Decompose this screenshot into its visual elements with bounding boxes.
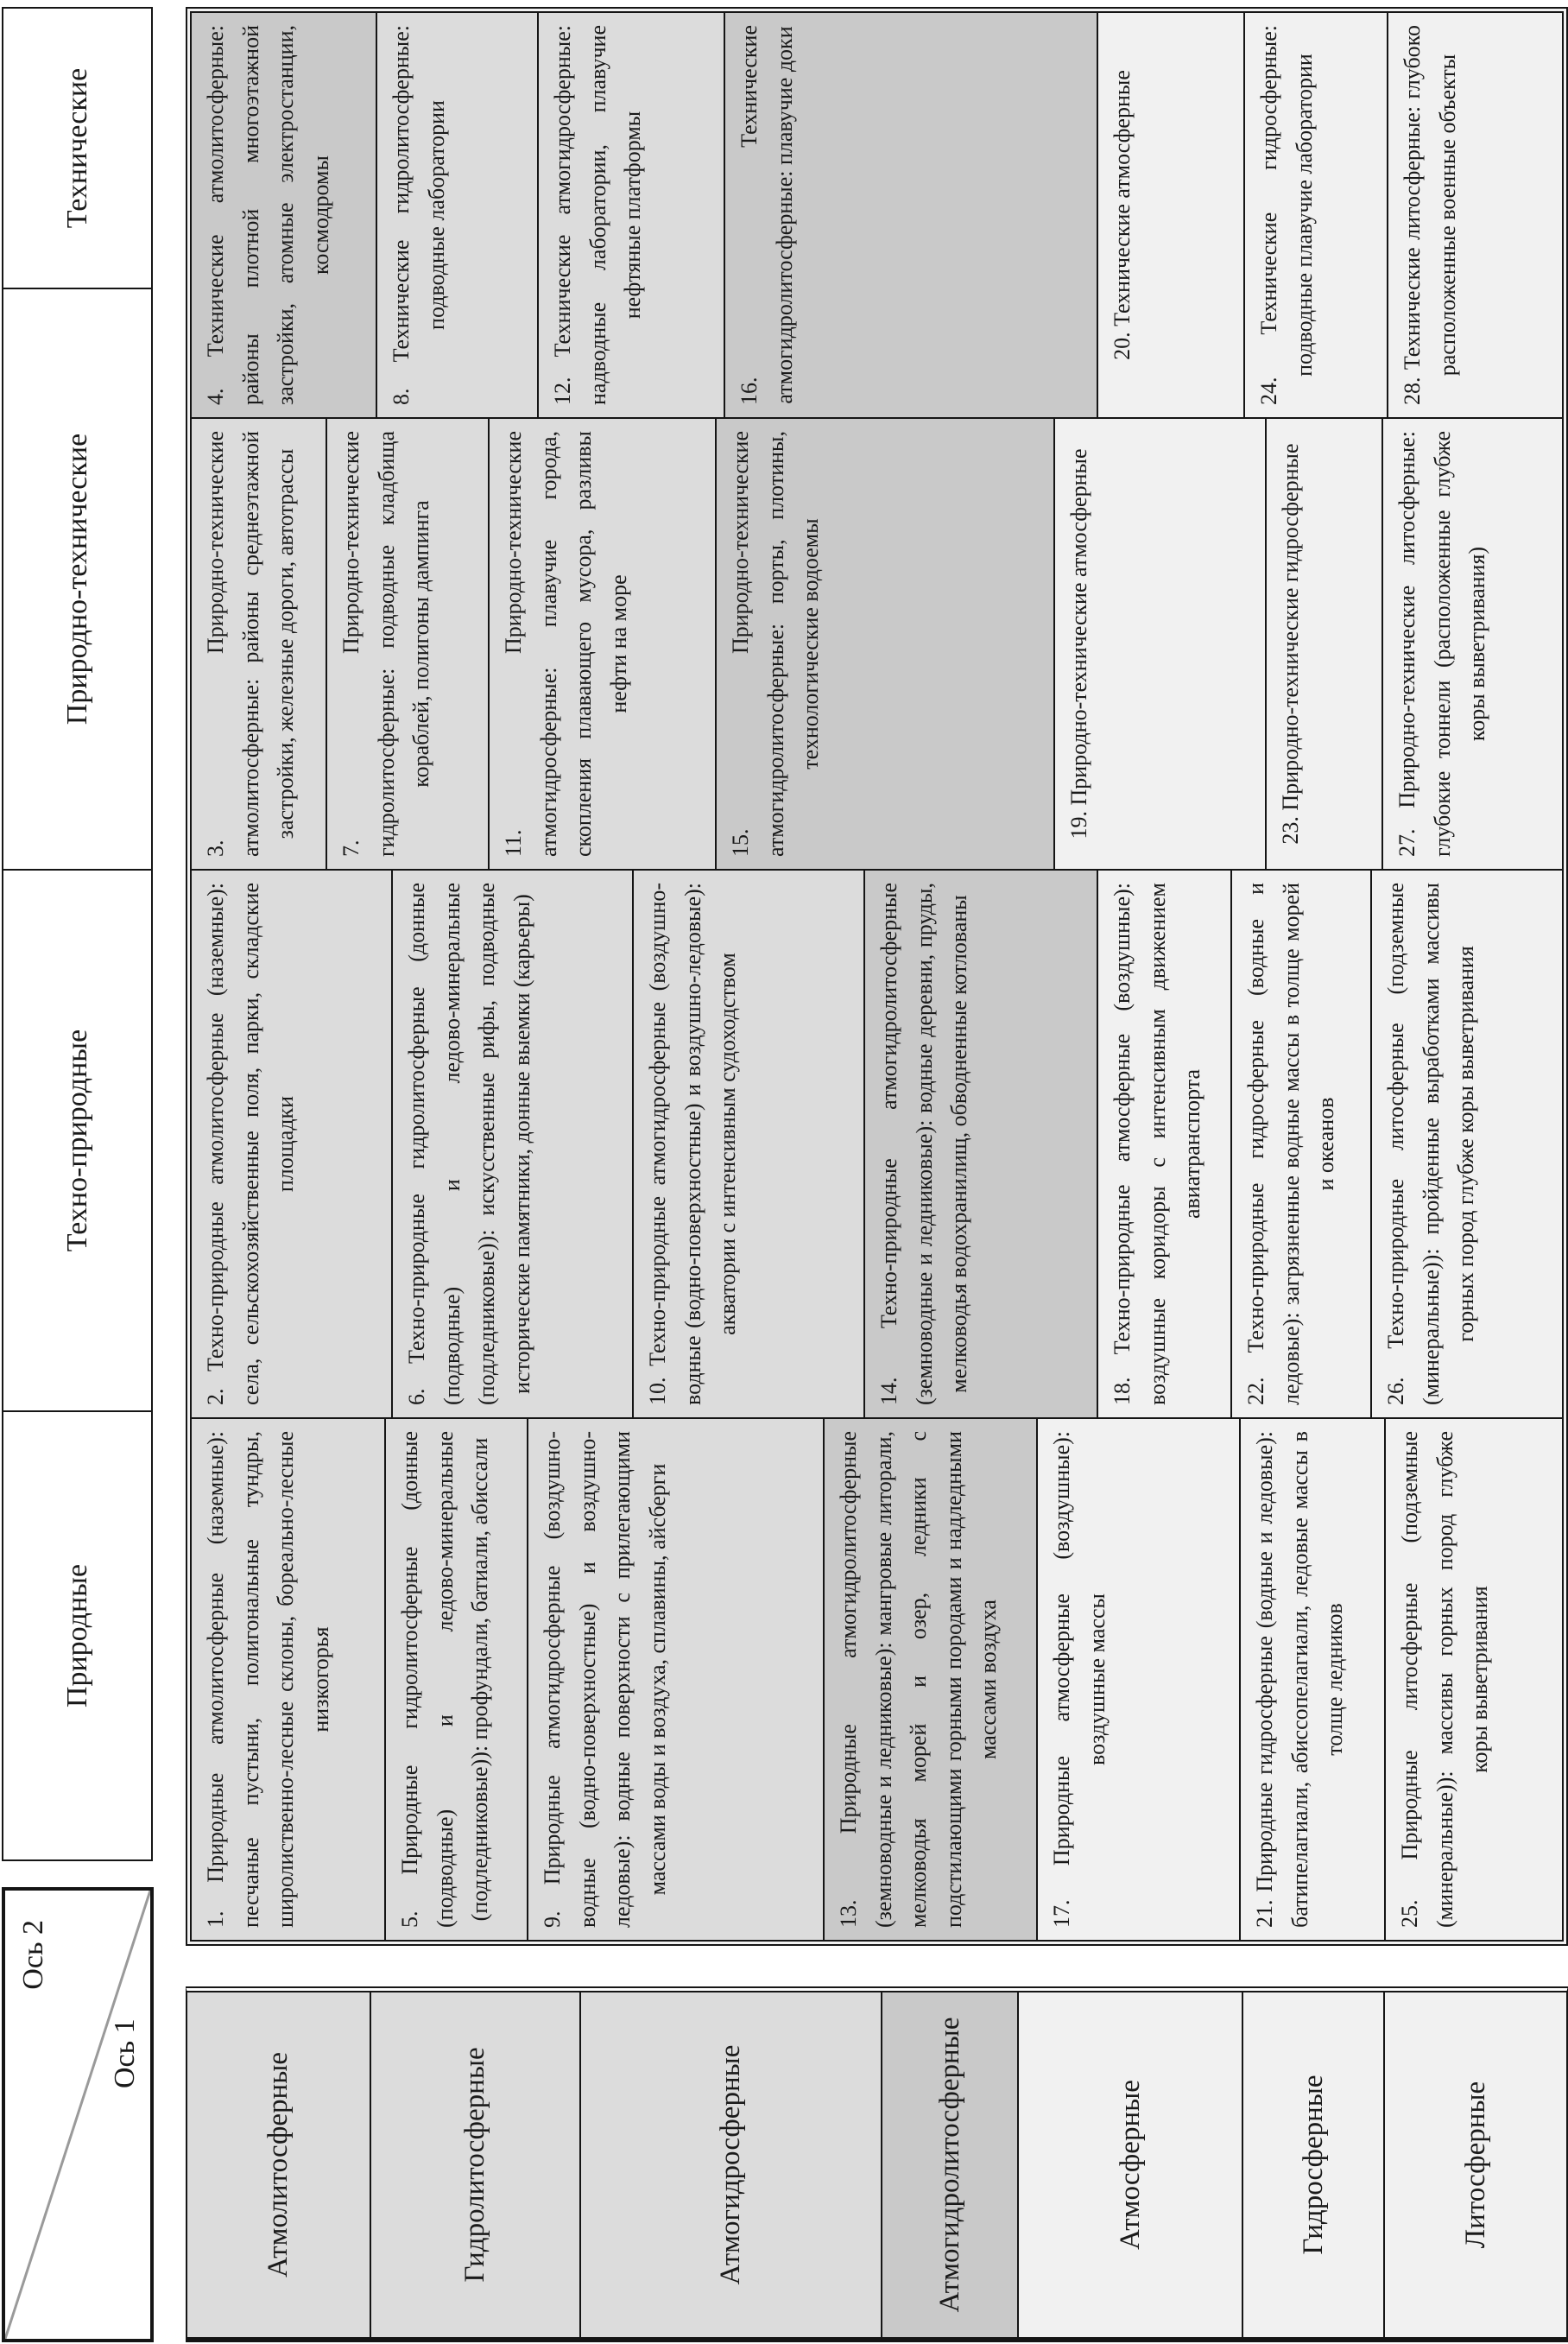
row-header-atmogidrosfernye: Атмогидросферные	[581, 1992, 882, 2337]
column-header-prirodno-tehnicheskie: Природно-технические	[3, 288, 151, 869]
cell-14: 14. Техно-природные атмогидролитосферные (земноводные и ледниковые): водные деревни, пруды, мелководья водохранилищ, обводненные котлованы	[865, 871, 1098, 1417]
cell-13: 13. Природные атмогидролитосферные (земноводные и ледниковые): мангровые литорали, мелководья морей и озер, ледники с подстилающими горными породами и надледными массами воздуха	[825, 1419, 1038, 1940]
axis-corner-cell	[2, 1887, 154, 2342]
classification-grid	[186, 7, 1568, 1946]
cell-6: 6. Техно-природные гидролитосферные (донные (подводные) и ледово-минеральные (подледниковые)): искусственные рифы, подводные исторические памятники, донные выемки (карьеры)	[393, 871, 634, 1417]
grid-column-prirodnye	[192, 1417, 1562, 1940]
row-header-atmosfernye: Атмосферные	[1019, 1992, 1243, 2337]
cell-19: 19. Природно-технические атмосферные	[1055, 419, 1267, 869]
row-header-gidrolitosfernye: Гидролитосферные	[371, 1992, 581, 2337]
column-header-tehnicheskie: Технические	[60, 67, 93, 229]
cell-16: 16. Технические атмогидролитосферные: плавучие доки	[725, 13, 1098, 417]
cell-20: 20. Технические атмосферные	[1098, 13, 1245, 417]
cell-2: 2. Техно-природные атмолитосферные (наземные): села, сельскохозяйственные поля, парки, складские площадки	[192, 871, 393, 1417]
cell-21: 21. Природные гидросферные (водные и ледовые): батипелагиали, абиссопелагиали, ледовые массы в толще ледников	[1241, 1419, 1386, 1940]
cell-18: 18. Техно-природные атмосферные (воздушные): воздушные коридоры с интенсивным движением авиатранспорта	[1098, 871, 1232, 1417]
row-header-atmolitosfernye: Атмолитосферные	[187, 1992, 371, 2337]
column-header-strip	[2, 7, 153, 1861]
axis1-label: Ось 1	[109, 2018, 141, 2088]
grid-column-tehno-prirodnye	[192, 869, 1562, 1417]
grid-column-prirodno-tehnicheskie	[192, 417, 1562, 869]
cell-1: 1. Природные атмолитосферные (наземные): песчаные пустыни, полигональные тундры, широлиственно-лесные склоны, бореально-лесные низкогорья	[192, 1419, 386, 1940]
axis2-label: Ось 2	[17, 1920, 49, 1990]
column-header-tehno-prirodnye: Техно-природные	[3, 869, 151, 1410]
cell-22: 22. Техно-природные гидросферные (водные и ледовые): загрязненные водные массы в толще морей и океанов	[1232, 871, 1372, 1417]
cell-27: 27. Природно-технические литосферные: глубокие тоннели (расположенные глубже коры выветривания)	[1383, 419, 1562, 869]
cell-15: 15. Природно-технические атмогидролитосферные: порты, плотины, технологические водоемы	[717, 419, 1055, 869]
cell-11: 11. Природно-технические атмогидросферные: плавучие города, скопления плавающего мусора, разливы нефти на море	[490, 419, 717, 869]
cell-28: 28. Технические литосферные: глубоко расположенные военные объекты	[1388, 13, 1562, 417]
cell-23: 23. Природно-технические гидросферные	[1267, 419, 1383, 869]
column-header-prirodnye: Природные	[3, 1410, 151, 1859]
cell-4: 4. Технические атмолитосферные: районы плотной многоэтажной застройки, атомные электростанции, космодромы	[192, 13, 377, 417]
cell-25: 25. Природные литосферные (подземные (минеральные)): массивы горных пород глубже коры выветривания	[1386, 1419, 1562, 1940]
row-header-litosfernye: Литосферные	[1385, 1992, 1566, 2337]
cell-8: 8. Технические гидролитосферные: подводные лаборатории	[377, 13, 539, 417]
cell-12: 12. Технические атмогидросферные: надводные лаборатории, плавучие нефтяные платформы	[539, 13, 725, 417]
row-header-gidrosfernye: Гидросферные	[1243, 1992, 1385, 2337]
cell-26: 26. Техно-природные литосферные (подземные (минеральные)): пройденные выработками массивы горных пород глубже коры выветривания	[1372, 871, 1562, 1417]
cell-3: 3. Природно-технические атмолитосферные: районы среднеэтажной застройки, железные дороги, автотрассы	[192, 419, 327, 869]
cell-24: 24. Технические гидросферные: подводные плавучие лаборатории	[1245, 13, 1388, 417]
cell-9: 9. Природные атмогидросферные (воздушно-водные (водно-поверхностные) и воздушно-ледовые): водные поверхности с прилегающими массами воды и воздуха, сплавины, айсберги	[528, 1419, 825, 1940]
cell-7: 7. Природно-технические гидролитосферные: подводные кладбища кораблей, полигоны дампинга	[327, 419, 490, 869]
cell-5: 5. Природные гидролитосферные (донные (подводные) и ледово-минеральные (подледниковые)): профундали, батиали, абиссали	[386, 1419, 528, 1940]
row-label-band	[186, 1986, 1568, 2342]
cell-17: 17. Природные атмосферные (воздушные): воздушные массы	[1038, 1419, 1241, 1940]
row-header-atmogidrolitosfernye: Атмогидролитосферные	[882, 1992, 1019, 2337]
cell-10: 10. Техно-природные атмогидросферные (воздушно-водные (водно-поверхностные) и воздушно-ледовые): акватории с интенсивным судоходством	[634, 871, 865, 1417]
grid-column-tehnicheskie	[192, 13, 1562, 417]
